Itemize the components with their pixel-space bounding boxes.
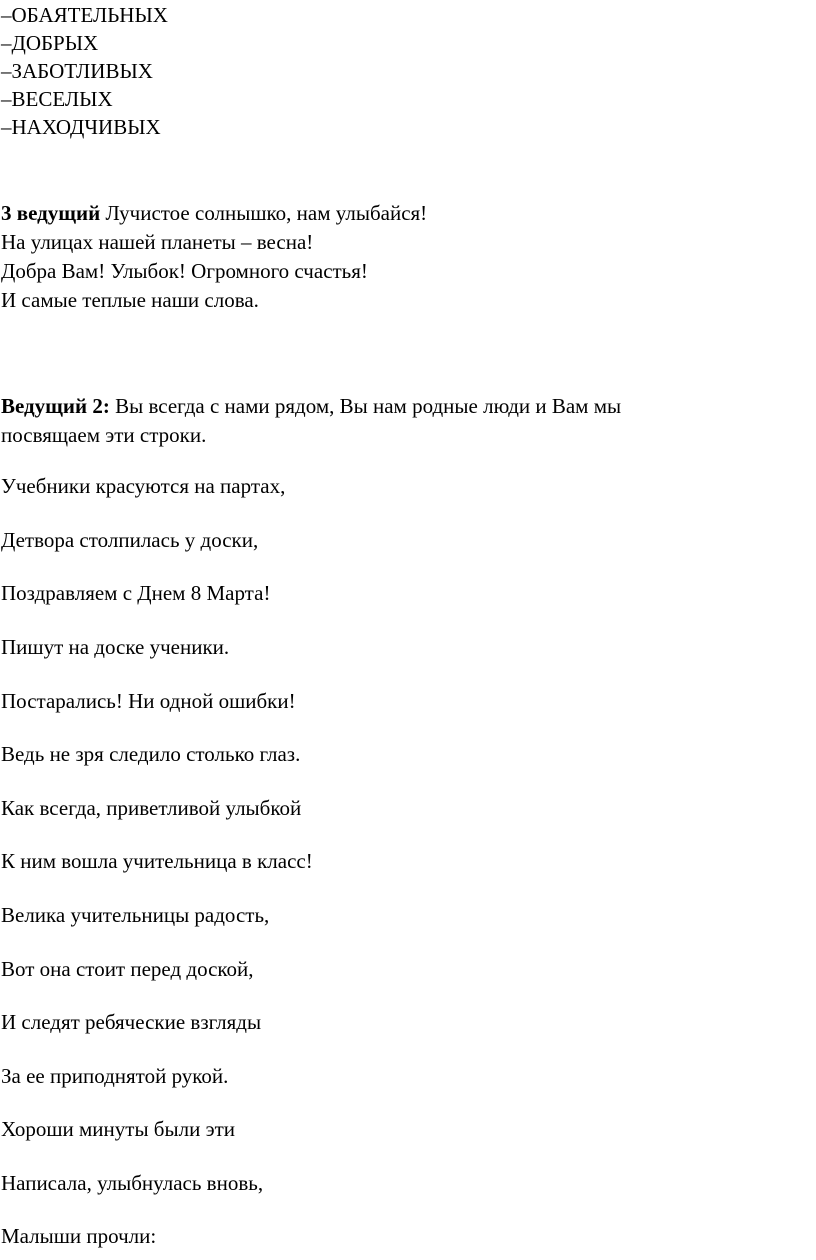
poem-line: Постарались! Ни одной ошибки! (1, 689, 296, 713)
verse-text: Вы всегда с нами рядом, Вы нам родные люди и Вам мы (109, 394, 622, 418)
poem-line: Малыши прочли: (1, 1224, 157, 1248)
poem-line: К ним вошла учительница в класс! (1, 849, 313, 873)
stanza3-first-line (1, 200, 427, 226)
verse-line: И самые теплые наши слова. (1, 288, 259, 312)
list-item: –ОБАЯТЕЛЬНЫХ (1, 3, 168, 27)
poem-line: Пишут на доске ученики. (1, 635, 230, 659)
list-item: –ЗАБОТЛИВЫХ (1, 59, 153, 83)
poem-line: Поздравляем с Днем 8 Марта! (1, 581, 271, 605)
verse-line: посвящаем эти строки. (1, 423, 207, 447)
poem-line: Написала, улыбнулась вновь, (1, 1171, 264, 1195)
poem-line: Учебники красуются на партах, (1, 474, 286, 498)
poem-line: Детвора столпилась у доски, (1, 528, 259, 552)
poem-line: И следят ребяческие взгляды (1, 1010, 262, 1034)
verse-text: Лучистое солнышко, нам улыбайся! (100, 201, 428, 225)
speaker-label: Ведущий 2: (1, 394, 110, 418)
verse-line: Добра Вам! Улыбок! Огромного счастья! (1, 259, 368, 283)
verse-line: На улицах нашей планеты – весна! (1, 230, 314, 254)
list-item: –НАХОДЧИВЫХ (1, 115, 161, 139)
poem-line: За ее приподнятой рукой. (1, 1064, 229, 1088)
poem-line: Хороши минуты были эти (1, 1117, 235, 1141)
stanza2-first-line (1, 393, 621, 419)
poem-line: Ведь не зря следило столько глаз. (1, 742, 301, 766)
list-item: –ДОБРЫХ (1, 31, 99, 55)
speaker-label: 3 ведущий (1, 201, 101, 225)
poem-line: Вот она стоит перед доской, (1, 957, 254, 981)
poem-line: Велика учительницы радость, (1, 903, 270, 927)
list-item: –ВЕСЕЛЫХ (1, 87, 113, 111)
poem-line: Как всегда, приветливой улыбкой (1, 796, 302, 820)
